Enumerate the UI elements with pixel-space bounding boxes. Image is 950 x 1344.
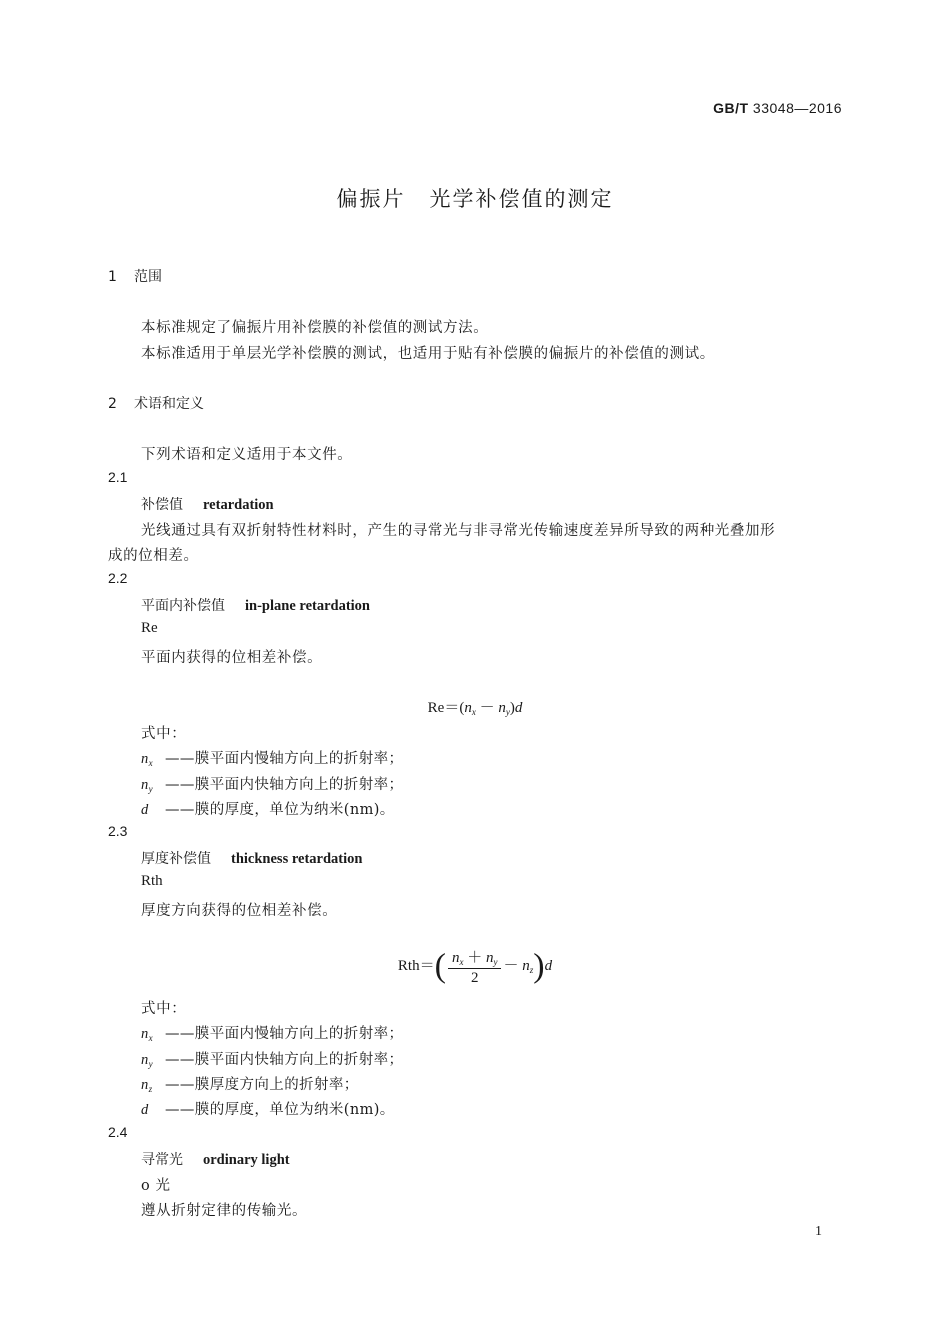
term-2-4-symbol: o 光 — [141, 1178, 171, 1194]
var-d: d ——膜的厚度，单位为纳米(nm)。 — [141, 802, 395, 818]
term-2-1-definition-line1: 光线通过具有双折射特性材料时，产生的寻常光与非寻常光传输速度差异所导致的两种光叠加形 — [141, 523, 776, 539]
page-number: 1 — [815, 1224, 822, 1239]
term-2-1-definition-line2: 成的位相差。 — [108, 548, 199, 564]
var-nx: $n_x$ ——膜平面内慢轴方向上的折射率； — [141, 751, 404, 768]
term-2-3-title: 厚度补偿值 thickness retardation — [141, 851, 363, 867]
term-2-1-title: 补偿值 retardation — [141, 497, 274, 513]
formula-re-where: 式中： — [141, 726, 187, 742]
term-2-3-symbol: Rth — [141, 873, 163, 889]
var-ny-2: $n_y$ ——膜平面内快轴方向上的折射率； — [141, 1052, 404, 1069]
var-nx-2: $n_x$ ——膜平面内慢轴方向上的折射率； — [141, 1026, 404, 1043]
var-ny: $n_y$ ——膜平面内快轴方向上的折射率； — [141, 777, 404, 794]
term-2-3-number: 2.3 — [108, 823, 128, 839]
terms-intro: 下列术语和定义适用于本文件。 — [141, 447, 353, 463]
term-2-2-symbol: Re — [141, 620, 158, 636]
term-2-2-number: 2.2 — [108, 570, 128, 586]
term-2-3-definition: 厚度方向获得的位相差补偿。 — [141, 903, 338, 919]
formula-re: $Re=(n_x - n_y)d$ — [427, 700, 523, 717]
term-2-4-definition: 遵从折射定律的传输光。 — [141, 1203, 308, 1219]
term-2-2-title: 平面内补偿值 in-plane retardation — [141, 598, 370, 614]
formula-rth: Rth＝( $\frac{n_x + n_y}{2}$ － $n_z)d$ — [397, 947, 553, 986]
section-2-heading: 2 术语和定义 — [108, 396, 204, 412]
section-1-heading: 1 范围 — [108, 269, 162, 285]
page-title: 偏振片 光学补偿值的测定 — [336, 187, 614, 211]
scope-paragraph-1: 本标准规定了偏振片用补偿膜的补偿值的测试方法。 — [141, 320, 489, 336]
term-2-4-number: 2.4 — [108, 1124, 128, 1140]
formula-rth-where: 式中： — [141, 1001, 187, 1017]
var-nz: $n_z$ ——膜厚度方向上的折射率； — [141, 1077, 359, 1094]
term-2-4-title: 寻常光 ordinary light — [141, 1152, 290, 1168]
scope-paragraph-2: 本标准适用于单层光学补偿膜的测试，也适用于贴有补偿膜的偏振片的补偿值的测试。 — [141, 346, 715, 362]
term-2-2-definition: 平面内获得的位相差补偿。 — [141, 650, 323, 666]
var-d-2: d ——膜的厚度，单位为纳米(nm)。 — [141, 1102, 395, 1118]
standard-number: GB/T 33048—2016 — [713, 100, 842, 116]
term-2-1-number: 2.1 — [108, 469, 128, 485]
